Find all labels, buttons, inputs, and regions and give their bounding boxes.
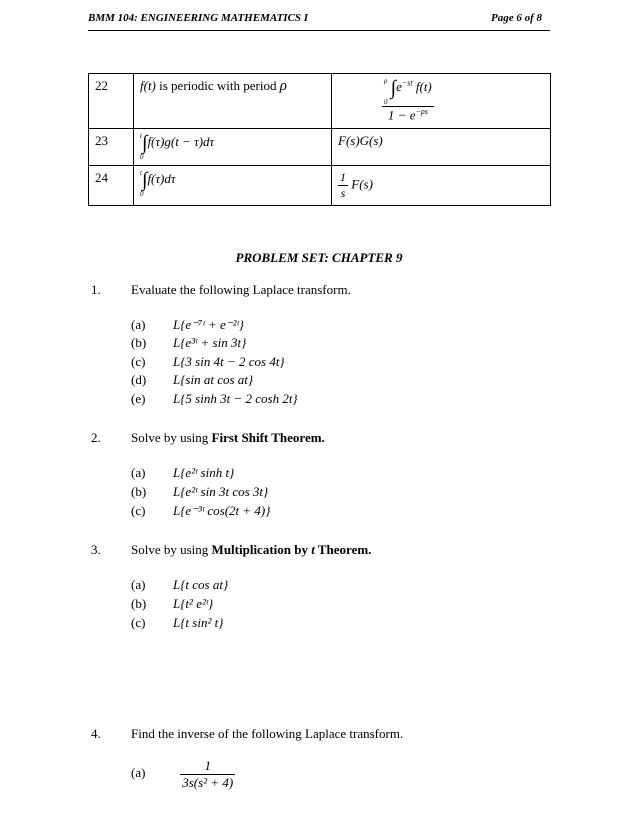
- list-item: (c) L{t sin² t}: [131, 615, 224, 630]
- list-item: (a) L{t cos at}: [131, 577, 229, 592]
- list-item: (e) L{5 sinh 3t − 2 cosh 2t}: [131, 391, 298, 406]
- header-page-number: Page 6 of 8: [490, 12, 542, 24]
- list-item: (c) L{e⁻³ᵗ cos(2t + 4)}: [131, 503, 271, 518]
- table-row: [89, 166, 551, 206]
- problem-text: Find the inverse of the following Laplace transform.: [131, 726, 404, 741]
- problem-set-title: PROBLEM SET: CHAPTER 9: [235, 250, 403, 265]
- problem-number: 2.: [91, 430, 101, 445]
- function-cell: f(t) is periodic with period ρ: [134, 74, 332, 129]
- problem-number: 4.: [91, 726, 101, 741]
- header-course-title: BMM 104: ENGINEERING MATHEMATICS I: [88, 12, 309, 24]
- transform-cell: F(s)G(s): [332, 129, 551, 166]
- transform-cell: $^\rho$ $\int e^{-st}$ f(t) 0 $1 - e^{-\rho s}$: [332, 74, 551, 129]
- function-cell: $^t$∫f(τ)g(t − τ)dτ 0: [134, 129, 332, 166]
- list-item: (b) L{t² e²ᵗ}: [131, 596, 214, 611]
- list-item: (a) $\frac{1}{\text{3s(s² + 4)}}$: [131, 758, 234, 790]
- row-number: 22: [89, 74, 134, 129]
- list-item: (a) L{e²ᵗ sinh t}: [131, 465, 235, 480]
- problem-text: Solve by using Multiplication by t Theorem.: [131, 542, 372, 557]
- table-row: [89, 74, 551, 129]
- list-item: (b) L{e²ᵗ sin 3t cos 3t}: [131, 484, 269, 499]
- problem-number: 1.: [91, 282, 101, 297]
- problem-text: Evaluate the following Laplace transform.: [131, 282, 351, 297]
- row-number: 24: [89, 166, 134, 206]
- row-number: 23: [89, 129, 134, 166]
- header-rule: [88, 30, 550, 31]
- list-item: (d) L{sin at cos at}: [131, 372, 254, 387]
- transform-cell: $\frac{1}{s}$ F(s): [332, 166, 551, 206]
- list-item: (b) L{e³ᵗ + sin 3t}: [131, 335, 247, 350]
- table-row: [89, 129, 551, 166]
- problem-number: 3.: [91, 542, 101, 557]
- laplace-table: [88, 73, 551, 206]
- function-cell: $^t$∫f(τ)dτ 0: [134, 166, 332, 206]
- list-item: (a) L{e⁻⁷ᵗ + e⁻²ᵗ}: [131, 317, 244, 332]
- problem-text: Solve by using First Shift Theorem.: [131, 430, 325, 445]
- list-item: (c) L{3 sin 4t − 2 cos 4t}: [131, 354, 285, 369]
